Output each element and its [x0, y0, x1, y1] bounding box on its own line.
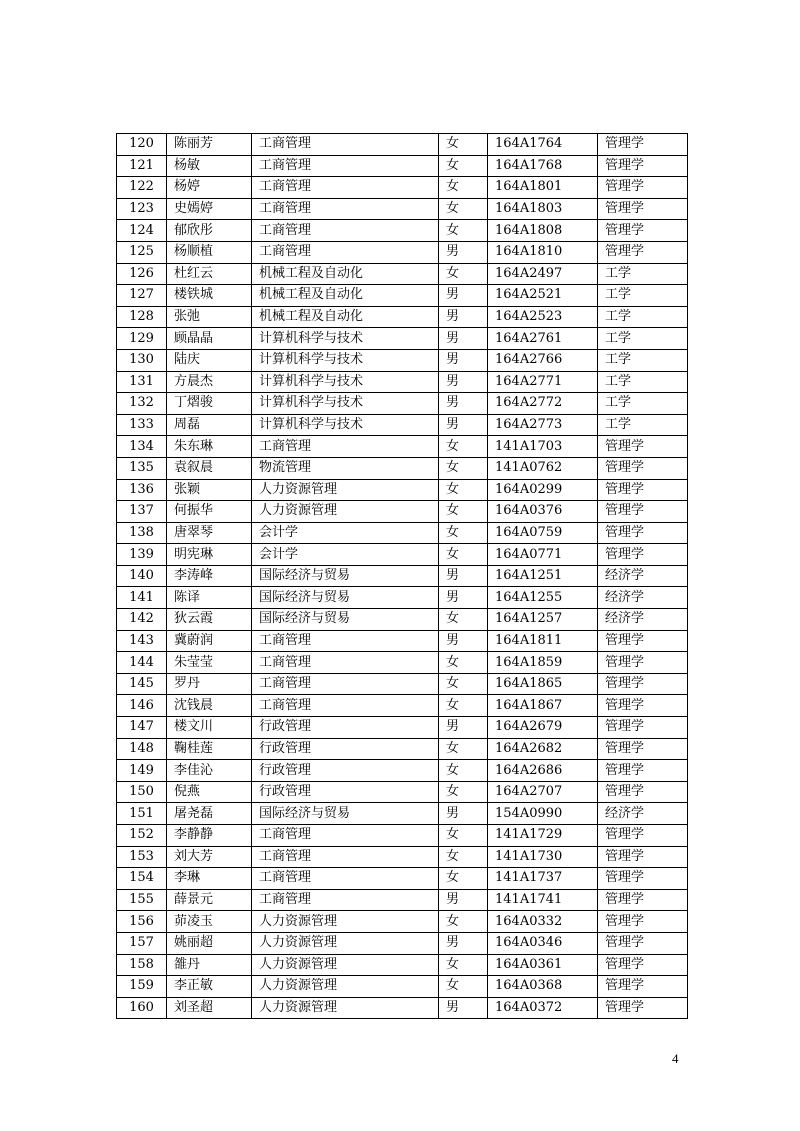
- discipline-cell: 管理学: [598, 198, 688, 220]
- student-id-cell: 164A2679: [488, 717, 598, 739]
- discipline-cell: 管理学: [598, 479, 688, 501]
- table-row: [117, 954, 688, 976]
- gender-cell: 女: [439, 825, 488, 847]
- table-row: [117, 436, 688, 458]
- name-cell: 杨顺植: [167, 241, 252, 263]
- name-cell: 何振华: [167, 501, 252, 523]
- table-row: [117, 241, 688, 263]
- student-id-cell: 164A0376: [488, 501, 598, 523]
- gender-cell: 女: [439, 954, 488, 976]
- row-number-cell: 139: [117, 544, 167, 566]
- name-cell: 鞠桂莲: [167, 738, 252, 760]
- discipline-cell: 管理学: [598, 889, 688, 911]
- major-cell: 工商管理: [252, 198, 439, 220]
- name-cell: 杜红云: [167, 263, 252, 285]
- table-row: [117, 695, 688, 717]
- discipline-cell: 管理学: [598, 220, 688, 242]
- row-number-cell: 143: [117, 630, 167, 652]
- table-row: [117, 565, 688, 587]
- table-row: [117, 717, 688, 739]
- table-row: [117, 609, 688, 631]
- student-id-cell: 141A1741: [488, 889, 598, 911]
- discipline-cell: 管理学: [598, 652, 688, 674]
- row-number-cell: 132: [117, 393, 167, 415]
- name-cell: 陈丽芳: [167, 134, 252, 156]
- student-id-cell: 164A1867: [488, 695, 598, 717]
- major-cell: 人力资源管理: [252, 954, 439, 976]
- name-cell: 杨敏: [167, 155, 252, 177]
- name-cell: 姚丽超: [167, 932, 252, 954]
- gender-cell: 女: [439, 738, 488, 760]
- name-cell: 倪燕: [167, 781, 252, 803]
- row-number-cell: 124: [117, 220, 167, 242]
- major-cell: 行政管理: [252, 781, 439, 803]
- row-number-cell: 154: [117, 868, 167, 890]
- student-id-cell: 141A0762: [488, 457, 598, 479]
- gender-cell: 男: [439, 393, 488, 415]
- table-row: [117, 349, 688, 371]
- table-row: [117, 155, 688, 177]
- student-id-cell: 164A2686: [488, 760, 598, 782]
- student-id-cell: 141A1737: [488, 868, 598, 890]
- gender-cell: 男: [439, 997, 488, 1019]
- student-id-cell: 164A2772: [488, 393, 598, 415]
- name-cell: 李涛峰: [167, 565, 252, 587]
- major-cell: 计算机科学与技术: [252, 371, 439, 393]
- discipline-cell: 经济学: [598, 803, 688, 825]
- major-cell: 人力资源管理: [252, 997, 439, 1019]
- row-number-cell: 138: [117, 522, 167, 544]
- gender-cell: 女: [439, 781, 488, 803]
- major-cell: 人力资源管理: [252, 911, 439, 933]
- major-cell: 国际经济与贸易: [252, 609, 439, 631]
- student-id-cell: 164A1865: [488, 673, 598, 695]
- table-row: [117, 846, 688, 868]
- discipline-cell: 管理学: [598, 954, 688, 976]
- row-number-cell: 153: [117, 846, 167, 868]
- major-cell: 机械工程及自动化: [252, 306, 439, 328]
- discipline-cell: 管理学: [598, 134, 688, 156]
- name-cell: 张颖: [167, 479, 252, 501]
- discipline-cell: 管理学: [598, 241, 688, 263]
- student-id-cell: 164A2497: [488, 263, 598, 285]
- gender-cell: 男: [439, 889, 488, 911]
- major-cell: 工商管理: [252, 177, 439, 199]
- major-cell: 工商管理: [252, 868, 439, 890]
- student-id-cell: 164A1810: [488, 241, 598, 263]
- row-number-cell: 131: [117, 371, 167, 393]
- student-id-cell: 164A1859: [488, 652, 598, 674]
- gender-cell: 女: [439, 501, 488, 523]
- gender-cell: 女: [439, 673, 488, 695]
- table-row: [117, 306, 688, 328]
- discipline-cell: 工学: [598, 414, 688, 436]
- row-number-cell: 144: [117, 652, 167, 674]
- table-row: [117, 479, 688, 501]
- name-cell: 李正敏: [167, 976, 252, 998]
- major-cell: 计算机科学与技术: [252, 393, 439, 415]
- student-id-cell: 164A0368: [488, 976, 598, 998]
- discipline-cell: 管理学: [598, 738, 688, 760]
- student-id-cell: 164A2521: [488, 285, 598, 307]
- table-row: [117, 457, 688, 479]
- row-number-cell: 125: [117, 241, 167, 263]
- major-cell: 行政管理: [252, 717, 439, 739]
- discipline-cell: 管理学: [598, 976, 688, 998]
- gender-cell: 男: [439, 565, 488, 587]
- row-number-cell: 145: [117, 673, 167, 695]
- table-row: [117, 911, 688, 933]
- student-id-cell: 164A0346: [488, 932, 598, 954]
- table-row: [117, 198, 688, 220]
- discipline-cell: 管理学: [598, 868, 688, 890]
- discipline-cell: 管理学: [598, 501, 688, 523]
- student-id-cell: 164A2761: [488, 328, 598, 350]
- row-number-cell: 149: [117, 760, 167, 782]
- student-id-cell: 164A0332: [488, 911, 598, 933]
- gender-cell: 女: [439, 846, 488, 868]
- gender-cell: 男: [439, 328, 488, 350]
- discipline-cell: 管理学: [598, 457, 688, 479]
- discipline-cell: 管理学: [598, 781, 688, 803]
- table-row: [117, 803, 688, 825]
- table-row: [117, 328, 688, 350]
- name-cell: 陆庆: [167, 349, 252, 371]
- table-row: [117, 544, 688, 566]
- gender-cell: 男: [439, 349, 488, 371]
- name-cell: 张弛: [167, 306, 252, 328]
- table-row: [117, 501, 688, 523]
- gender-cell: 女: [439, 263, 488, 285]
- discipline-cell: 管理学: [598, 177, 688, 199]
- gender-cell: 女: [439, 976, 488, 998]
- name-cell: 周磊: [167, 414, 252, 436]
- gender-cell: 男: [439, 241, 488, 263]
- major-cell: 机械工程及自动化: [252, 263, 439, 285]
- table-row: [117, 760, 688, 782]
- gender-cell: 男: [439, 371, 488, 393]
- student-id-cell: 154A0990: [488, 803, 598, 825]
- name-cell: 李琳: [167, 868, 252, 890]
- major-cell: 工商管理: [252, 695, 439, 717]
- gender-cell: 男: [439, 306, 488, 328]
- gender-cell: 女: [439, 911, 488, 933]
- name-cell: 顾晶晶: [167, 328, 252, 350]
- row-number-cell: 122: [117, 177, 167, 199]
- row-number-cell: 156: [117, 911, 167, 933]
- row-number-cell: 135: [117, 457, 167, 479]
- name-cell: 明宪琳: [167, 544, 252, 566]
- student-id-cell: 164A0372: [488, 997, 598, 1019]
- major-cell: 工商管理: [252, 673, 439, 695]
- discipline-cell: 工学: [598, 349, 688, 371]
- gender-cell: 男: [439, 285, 488, 307]
- student-id-cell: 164A1768: [488, 155, 598, 177]
- row-number-cell: 151: [117, 803, 167, 825]
- discipline-cell: 管理学: [598, 695, 688, 717]
- student-id-cell: 164A0361: [488, 954, 598, 976]
- major-cell: 人力资源管理: [252, 479, 439, 501]
- discipline-cell: 工学: [598, 285, 688, 307]
- student-id-cell: 164A1811: [488, 630, 598, 652]
- name-cell: 陈译: [167, 587, 252, 609]
- major-cell: 机械工程及自动化: [252, 285, 439, 307]
- row-number-cell: 137: [117, 501, 167, 523]
- student-id-cell: 164A0759: [488, 522, 598, 544]
- row-number-cell: 126: [117, 263, 167, 285]
- table-row: [117, 868, 688, 890]
- discipline-cell: 工学: [598, 393, 688, 415]
- table-row: [117, 825, 688, 847]
- gender-cell: 女: [439, 134, 488, 156]
- row-number-cell: 159: [117, 976, 167, 998]
- name-cell: 朱东琳: [167, 436, 252, 458]
- name-cell: 郁欣彤: [167, 220, 252, 242]
- discipline-cell: 工学: [598, 371, 688, 393]
- row-number-cell: 141: [117, 587, 167, 609]
- gender-cell: 女: [439, 695, 488, 717]
- gender-cell: 女: [439, 609, 488, 631]
- table-row: [117, 587, 688, 609]
- roster-body: [117, 134, 688, 1019]
- discipline-cell: 管理学: [598, 997, 688, 1019]
- table-row: [117, 522, 688, 544]
- name-cell: 袁叙晨: [167, 457, 252, 479]
- name-cell: 沈钱晨: [167, 695, 252, 717]
- name-cell: 朱莹莹: [167, 652, 252, 674]
- discipline-cell: 管理学: [598, 436, 688, 458]
- student-id-cell: 164A0771: [488, 544, 598, 566]
- table-row: [117, 932, 688, 954]
- student-id-cell: 164A2523: [488, 306, 598, 328]
- name-cell: 茆凌玉: [167, 911, 252, 933]
- major-cell: 工商管理: [252, 134, 439, 156]
- major-cell: 工商管理: [252, 220, 439, 242]
- major-cell: 工商管理: [252, 889, 439, 911]
- row-number-cell: 128: [117, 306, 167, 328]
- table-row: [117, 134, 688, 156]
- name-cell: 史嫣婷: [167, 198, 252, 220]
- table-row: [117, 889, 688, 911]
- row-number-cell: 120: [117, 134, 167, 156]
- row-number-cell: 158: [117, 954, 167, 976]
- discipline-cell: 管理学: [598, 522, 688, 544]
- gender-cell: 男: [439, 717, 488, 739]
- gender-cell: 女: [439, 868, 488, 890]
- student-roster-table: [116, 133, 688, 1019]
- row-number-cell: 134: [117, 436, 167, 458]
- gender-cell: 男: [439, 803, 488, 825]
- major-cell: 计算机科学与技术: [252, 328, 439, 350]
- student-id-cell: 164A2707: [488, 781, 598, 803]
- gender-cell: 女: [439, 544, 488, 566]
- gender-cell: 男: [439, 932, 488, 954]
- student-id-cell: 164A2771: [488, 371, 598, 393]
- row-number-cell: 147: [117, 717, 167, 739]
- row-number-cell: 142: [117, 609, 167, 631]
- table-row: [117, 738, 688, 760]
- student-id-cell: 164A2682: [488, 738, 598, 760]
- discipline-cell: 管理学: [598, 932, 688, 954]
- name-cell: 屠尧磊: [167, 803, 252, 825]
- gender-cell: 女: [439, 522, 488, 544]
- discipline-cell: 管理学: [598, 630, 688, 652]
- row-number-cell: 129: [117, 328, 167, 350]
- discipline-cell: 管理学: [598, 544, 688, 566]
- student-id-cell: 164A1764: [488, 134, 598, 156]
- gender-cell: 女: [439, 436, 488, 458]
- page-number: 4: [672, 1051, 679, 1066]
- major-cell: 人力资源管理: [252, 976, 439, 998]
- gender-cell: 女: [439, 177, 488, 199]
- discipline-cell: 经济学: [598, 565, 688, 587]
- student-id-cell: 164A0299: [488, 479, 598, 501]
- table-row: [117, 414, 688, 436]
- gender-cell: 男: [439, 587, 488, 609]
- row-number-cell: 160: [117, 997, 167, 1019]
- major-cell: 工商管理: [252, 652, 439, 674]
- row-number-cell: 152: [117, 825, 167, 847]
- table-row: [117, 177, 688, 199]
- discipline-cell: 经济学: [598, 609, 688, 631]
- table-row: [117, 997, 688, 1019]
- name-cell: 刘圣超: [167, 997, 252, 1019]
- major-cell: 计算机科学与技术: [252, 349, 439, 371]
- discipline-cell: 工学: [598, 263, 688, 285]
- gender-cell: 女: [439, 457, 488, 479]
- table-row: [117, 630, 688, 652]
- gender-cell: 男: [439, 630, 488, 652]
- name-cell: 李佳沁: [167, 760, 252, 782]
- major-cell: 工商管理: [252, 825, 439, 847]
- student-id-cell: 164A1255: [488, 587, 598, 609]
- major-cell: 国际经济与贸易: [252, 587, 439, 609]
- row-number-cell: 150: [117, 781, 167, 803]
- major-cell: 计算机科学与技术: [252, 414, 439, 436]
- table-row: [117, 393, 688, 415]
- row-number-cell: 127: [117, 285, 167, 307]
- major-cell: 物流管理: [252, 457, 439, 479]
- name-cell: 方晨杰: [167, 371, 252, 393]
- name-cell: 李静静: [167, 825, 252, 847]
- discipline-cell: 管理学: [598, 846, 688, 868]
- table-row: [117, 781, 688, 803]
- gender-cell: 女: [439, 652, 488, 674]
- table-row: [117, 976, 688, 998]
- name-cell: 唐翠琴: [167, 522, 252, 544]
- table-row: [117, 652, 688, 674]
- gender-cell: 女: [439, 198, 488, 220]
- table-row: [117, 285, 688, 307]
- discipline-cell: 管理学: [598, 717, 688, 739]
- discipline-cell: 管理学: [598, 673, 688, 695]
- student-id-cell: 164A2773: [488, 414, 598, 436]
- name-cell: 杨婷: [167, 177, 252, 199]
- table-row: [117, 673, 688, 695]
- row-number-cell: 140: [117, 565, 167, 587]
- name-cell: 刘大芳: [167, 846, 252, 868]
- major-cell: 行政管理: [252, 738, 439, 760]
- student-id-cell: 164A1257: [488, 609, 598, 631]
- student-id-cell: 141A1703: [488, 436, 598, 458]
- gender-cell: 女: [439, 479, 488, 501]
- major-cell: 人力资源管理: [252, 932, 439, 954]
- table-row: [117, 371, 688, 393]
- major-cell: 国际经济与贸易: [252, 565, 439, 587]
- major-cell: 工商管理: [252, 155, 439, 177]
- discipline-cell: 工学: [598, 306, 688, 328]
- major-cell: 会计学: [252, 544, 439, 566]
- major-cell: 工商管理: [252, 436, 439, 458]
- discipline-cell: 管理学: [598, 155, 688, 177]
- row-number-cell: 123: [117, 198, 167, 220]
- major-cell: 行政管理: [252, 760, 439, 782]
- name-cell: 楼文川: [167, 717, 252, 739]
- name-cell: 冀蔚润: [167, 630, 252, 652]
- student-id-cell: 141A1729: [488, 825, 598, 847]
- row-number-cell: 130: [117, 349, 167, 371]
- major-cell: 会计学: [252, 522, 439, 544]
- major-cell: 工商管理: [252, 241, 439, 263]
- student-id-cell: 164A1251: [488, 565, 598, 587]
- major-cell: 工商管理: [252, 846, 439, 868]
- row-number-cell: 146: [117, 695, 167, 717]
- row-number-cell: 136: [117, 479, 167, 501]
- student-id-cell: 141A1730: [488, 846, 598, 868]
- name-cell: 薛景元: [167, 889, 252, 911]
- major-cell: 国际经济与贸易: [252, 803, 439, 825]
- student-id-cell: 164A1803: [488, 198, 598, 220]
- row-number-cell: 133: [117, 414, 167, 436]
- discipline-cell: 工学: [598, 328, 688, 350]
- gender-cell: 女: [439, 220, 488, 242]
- student-id-cell: 164A1801: [488, 177, 598, 199]
- name-cell: 罗丹: [167, 673, 252, 695]
- row-number-cell: 155: [117, 889, 167, 911]
- table-row: [117, 220, 688, 242]
- major-cell: 人力资源管理: [252, 501, 439, 523]
- student-id-cell: 164A2766: [488, 349, 598, 371]
- discipline-cell: 经济学: [598, 587, 688, 609]
- student-id-cell: 164A1808: [488, 220, 598, 242]
- major-cell: 工商管理: [252, 630, 439, 652]
- table-row: [117, 263, 688, 285]
- row-number-cell: 157: [117, 932, 167, 954]
- discipline-cell: 管理学: [598, 911, 688, 933]
- name-cell: 雒丹: [167, 954, 252, 976]
- gender-cell: 男: [439, 414, 488, 436]
- discipline-cell: 管理学: [598, 760, 688, 782]
- discipline-cell: 管理学: [598, 825, 688, 847]
- gender-cell: 女: [439, 155, 488, 177]
- name-cell: 狄云霞: [167, 609, 252, 631]
- row-number-cell: 148: [117, 738, 167, 760]
- row-number-cell: 121: [117, 155, 167, 177]
- name-cell: 丁熠骏: [167, 393, 252, 415]
- name-cell: 楼铁城: [167, 285, 252, 307]
- gender-cell: 女: [439, 760, 488, 782]
